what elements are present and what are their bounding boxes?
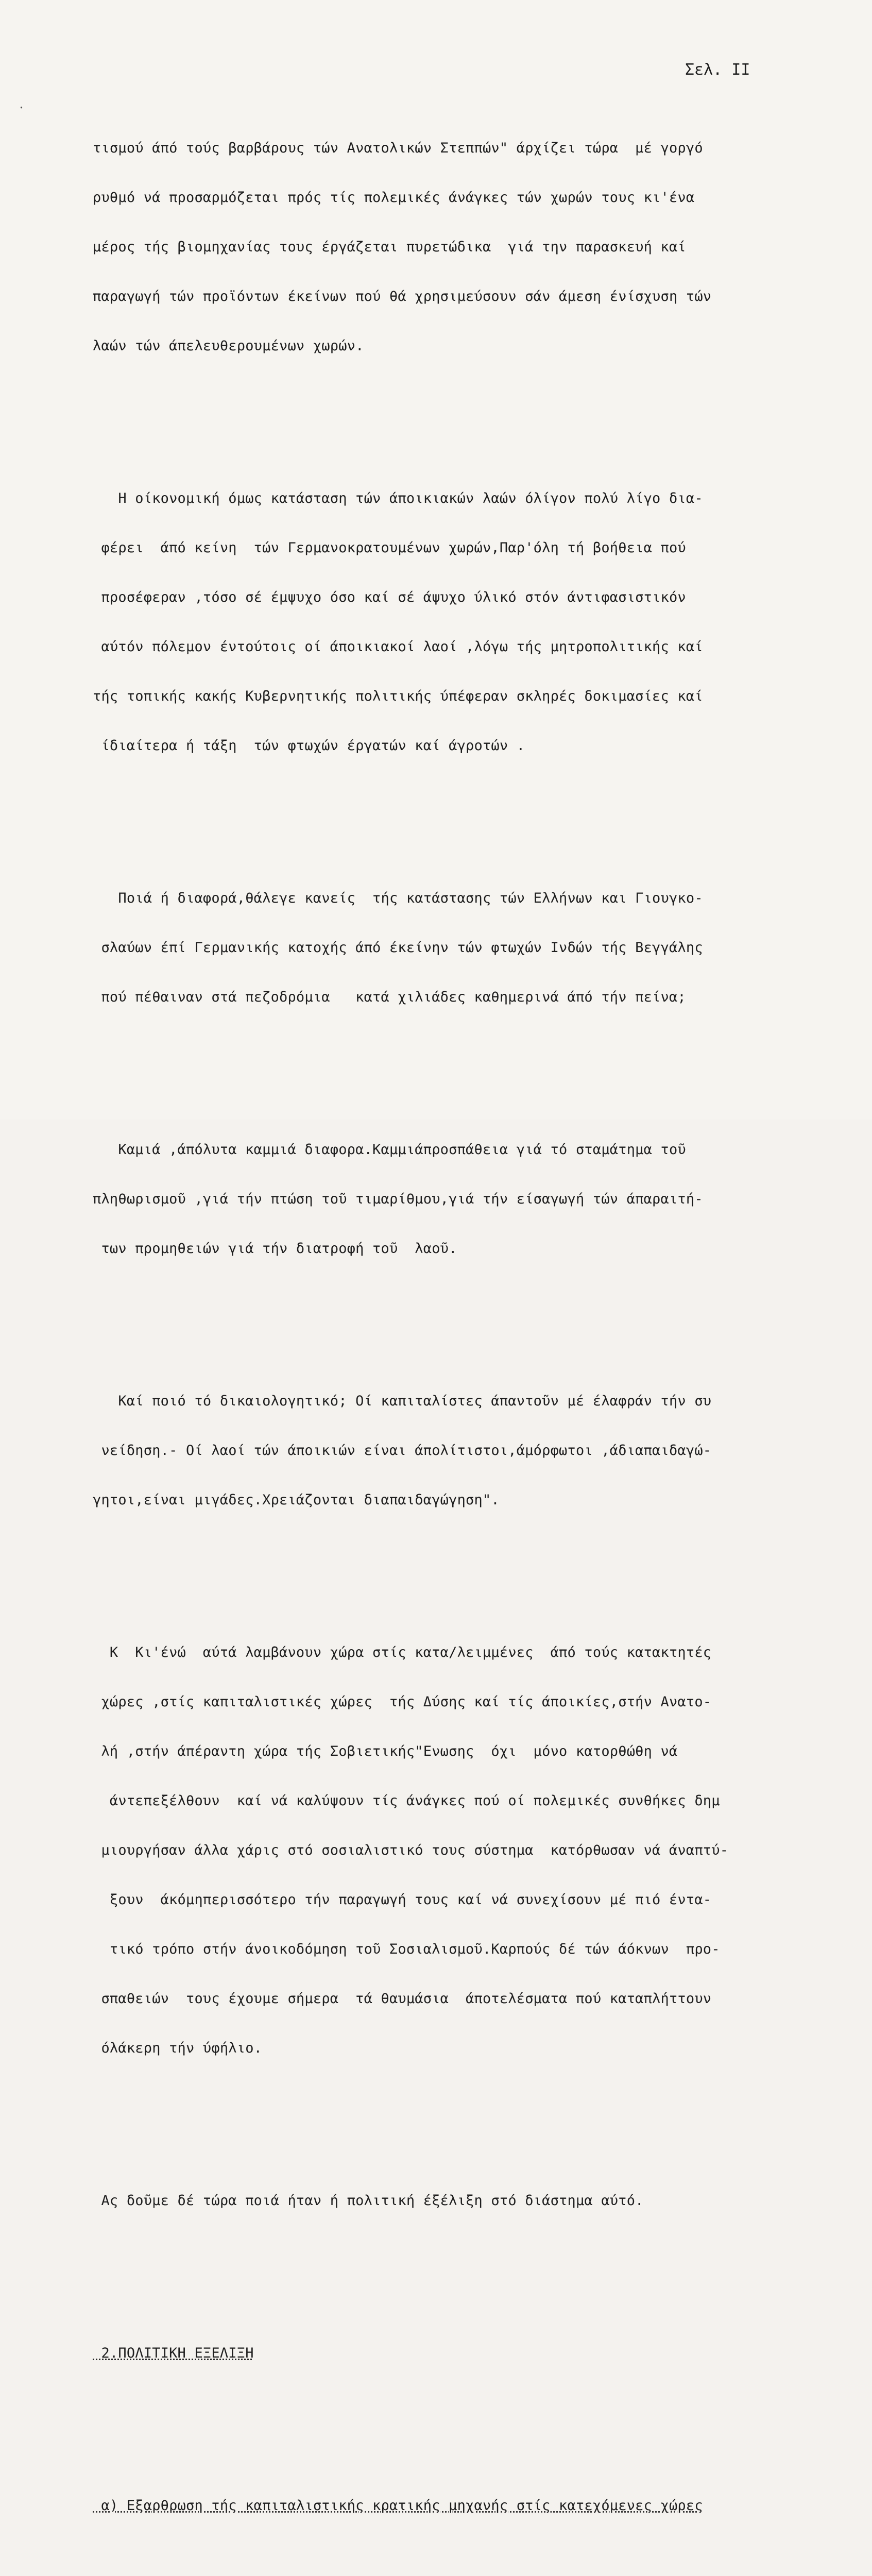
text-line: τικό τρόπο στήν άνοικοδόμηση τοῦ Σοσιαλισμοῦ.Καρπούς δέ τών άόκνων προ- [93, 1941, 720, 1957]
text-line: μέρος τής βιομηχανίας τους έργάζεται πυρετώδικα γιά την παρασκευή καί [93, 239, 686, 255]
text-line: σπαθειών τους έχουμε σήμερα τά θαυμάσια άποτελέσματα πού καταπλήττουν [93, 1991, 712, 2007]
text-line: πού πέθαιναν στά πεζοδρόμια κατά χιλιάδες καθημερινά άπό τήν πείνα; [93, 989, 686, 1005]
section-heading-wrap [93, 2312, 855, 2395]
subsection-heading: α) Εξαρθρωση τής καπιταλιστικής κρατικής μηχανής στίς κατεχόμενες χώρες [93, 2498, 703, 2514]
text-line: Η οίκονομική όμως κατάσταση τών άποικιακών λαών όλίγον πολύ λίγο δια- [93, 490, 703, 506]
text-line: ίδιαίτερα ή τάξη τών φτωχών έργατών καί άγροτών . [93, 738, 525, 754]
paragraph-4 [93, 1109, 855, 1290]
text-line: αύτόν πόλεμον έντούτοις οί άποικιακοί λαοί ,λόγω τής μητροπολιτικής καί [93, 639, 703, 655]
paragraph-7 [93, 2160, 855, 2242]
margin-mark: ⸱ [20, 100, 23, 116]
paragraph-1 [93, 107, 855, 387]
text-line: τισμού άπό τούς βαρβάρους τών Ανατολικών Στεππών" άρχίζει τώρα μέ γοργό [93, 140, 703, 156]
paragraph-5 [93, 1360, 855, 1541]
text-line: Κ Κι'ένώ αύτά λαμβάνουν χώρα στίς κατα/λειμμένες άπό τούς κατακτητές [93, 1645, 712, 1660]
text-line: λή ,στήν άπέραντη χώρα τής Σοβιετικής"Ενωσης όχι μόνο κατορθώθη νά [93, 1743, 678, 1759]
text-line: Ας δοῦμε δέ τώρα ποιά ήταν ή πολιτική έξέλιξη στό διάστημα αύτό. [93, 2193, 644, 2209]
text-line: παραγωγή τών προϊόντων έκείνων πού θά χρησιμεύσουν σάν άμεση ένίσχυση τών [93, 289, 712, 304]
text-line: χώρες ,στίς καπιταλιστικές χώρες τής Δύσης καί τίς άποικίες,στήν Ανατο- [93, 1694, 712, 1710]
text-line: ρυθμό νά προσαρμόζεται πρός τίς πολεμικές άνάγκες τών χωρών τους κι'ένα [93, 190, 695, 206]
text-line: φέρει άπό κείνη τών Γερμανοκρατουμένων χωρών,Παρ'όλη τή βοήθεια πού [93, 540, 686, 556]
text-line: Καμιά ,άπόλυτα καμμιά διαφορα.Καμμιάπροσπάθεια γιά τό σταμάτημα τοῦ [93, 1142, 686, 1158]
subsection-heading-wrap [93, 2465, 855, 2547]
section-heading: 2.ΠΟΛΙΤΙΚΗ ΕΞΕΛΙΞΗ [93, 2345, 254, 2361]
page-number: Σελ. ΙΙ [685, 61, 750, 79]
text-line: πληθωρισμοῦ ,γιά τήν πτώση τοῦ τιμαρίθμου,γιά τήν είσαγωγή τών άπαραιτή- [93, 1191, 703, 1207]
document-body [93, 58, 855, 2576]
paragraph-3 [93, 857, 855, 1039]
text-line: νείδηση.- Οί λαοί τών άποικιών είναι άπολίτιστοι,άμόρφωτοι ,άδιαπαιδαγώ- [93, 1443, 712, 1459]
text-line: σλαύων έπί Γερμανικής κατοχής άπό έκείνην τών φτωχών Ινδών τής Βεγγάλης [93, 940, 703, 956]
text-line: άντεπεξέλθουν καί νά καλύψουν τίς άνάγκες πού οί πολεμικές συνθήκες δημ [93, 1793, 720, 1809]
paragraph-2 [93, 457, 855, 787]
text-line: των προμηθειών γιά τήν διατροφή τοῦ λαοῦ. [93, 1241, 457, 1257]
text-line: λαών τών άπελευθερουμένων χωρών. [93, 338, 364, 354]
text-line: μιουργήσαν άλλα χάρις στό σοσιαλιστικό τους σύστημα κατόρθωσαν νά άναπτύ- [93, 1842, 729, 1858]
text-line: τής τοπικής κακής Κυβερνητικής πολιτικής ύπέφεραν σκληρές δοκιμασίες καί [93, 688, 703, 704]
paragraph-6 [93, 1612, 855, 2090]
text-line: γητοι,είναι μιγάδες.Χρειάζονται διαπαιδαγώγηση". [93, 1492, 500, 1508]
text-line: όλάκερη τήν ύφήλιο. [93, 2040, 263, 2056]
text-line: προσέφεραν ,τόσο σέ έμψυχο όσο καί σέ άψυχο ύλικό στόν άντιφασιστικόν [93, 589, 686, 605]
text-line: Ποιά ή διαφορά,θάλεγε κανείς τής κατάστασης τών Ελλήνων και Γιουγκο- [93, 890, 703, 906]
text-line: ξουν άκόμηπερισσότερο τήν παραγωγή τους καί νά συνεχίσουν μέ πιό έντα- [93, 1892, 712, 1908]
text-line: Καί ποιό τό δικαιολογητικό; Οί καπιταλίστες άπαντοῦν μέ έλαφράν τήν συ [93, 1393, 712, 1409]
